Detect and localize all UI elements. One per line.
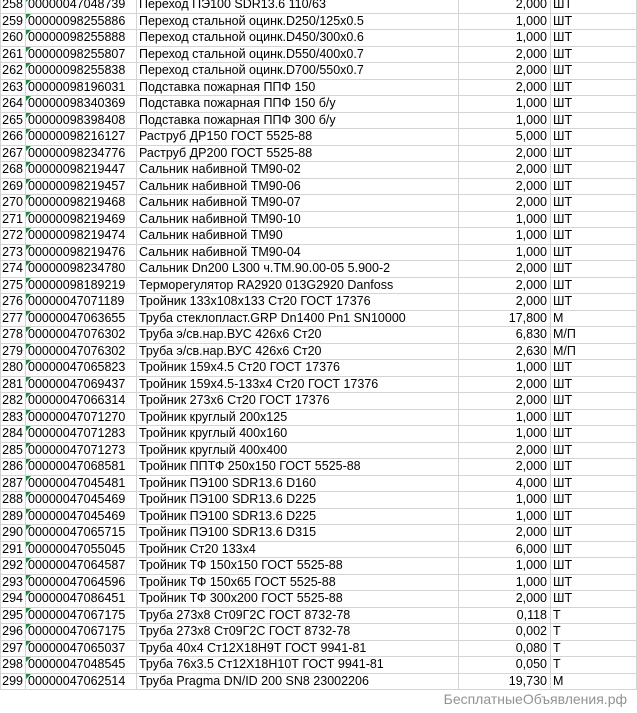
item-name-cell[interactable]: Подставка пожарная ППФ 150 (137, 79, 459, 96)
unit-cell[interactable]: М/П (551, 343, 637, 360)
unit-cell[interactable]: ШТ (551, 244, 637, 261)
item-code-cell[interactable]: 00000047067175 (26, 624, 137, 641)
row-number-cell[interactable]: 281 (1, 376, 26, 393)
unit-cell[interactable]: ШТ (551, 63, 637, 80)
unit-cell[interactable]: ШТ (551, 195, 637, 212)
quantity-cell[interactable]: 0,050 (459, 657, 551, 674)
item-code-cell[interactable]: 00000098255807 (26, 46, 137, 63)
item-code-cell[interactable]: 00000098234776 (26, 145, 137, 162)
item-code-cell[interactable]: 00000047076302 (26, 343, 137, 360)
row-number-cell[interactable]: 278 (1, 327, 26, 344)
row-number-cell[interactable]: 272 (1, 228, 26, 245)
item-name-cell[interactable]: Раструб ДР150 ГОСТ 5525-88 (137, 129, 459, 146)
table-row (1, 79, 637, 96)
item-name-cell[interactable]: Тройник Ст20 133х4 (137, 541, 459, 558)
item-code-cell[interactable]: 00000047064596 (26, 574, 137, 591)
item-code-cell[interactable]: 00000047048545 (26, 657, 137, 674)
row-number-cell[interactable]: 283 (1, 409, 26, 426)
quantity-cell[interactable]: 0,002 (459, 624, 551, 641)
unit-cell[interactable]: ШТ (551, 525, 637, 542)
item-code-cell[interactable]: 00000047045481 (26, 475, 137, 492)
item-name-cell[interactable]: Тройник ТФ 150х150 ГОСТ 5525-88 (137, 558, 459, 575)
unit-cell[interactable]: ШТ (551, 508, 637, 525)
quantity-cell[interactable]: 1,000 (459, 96, 551, 113)
item-name-cell[interactable]: Сальник набивной ТМ90 (137, 228, 459, 245)
item-code-cell[interactable]: 00000098255888 (26, 30, 137, 47)
unit-cell[interactable]: ШТ (551, 541, 637, 558)
table-row (1, 13, 637, 30)
table-row (1, 607, 637, 624)
item-name-cell[interactable]: Переход стальной оцинк.D250/125х0.5 (137, 13, 459, 30)
row-number-cell[interactable]: 264 (1, 96, 26, 113)
item-name-cell[interactable]: Тройник круглый 400х400 (137, 442, 459, 459)
row-number-cell[interactable]: 258 (1, 0, 26, 13)
table-row (1, 492, 637, 509)
unit-cell[interactable]: Т (551, 624, 637, 641)
item-code-cell[interactable]: 00000047045469 (26, 508, 137, 525)
unit-cell[interactable]: ШТ (551, 426, 637, 443)
item-code-cell[interactable]: 00000098340369 (26, 96, 137, 113)
item-code-cell[interactable]: 00000047076302 (26, 327, 137, 344)
row-number-cell[interactable]: 288 (1, 492, 26, 509)
table-row (1, 360, 637, 377)
item-name-cell[interactable]: Тройник ТФ 300х200 ГОСТ 5525-88 (137, 591, 459, 608)
row-number-cell[interactable]: 293 (1, 574, 26, 591)
item-name-cell[interactable]: Труба 40х4 Ст12Х18Н9Т ГОСТ 9941-81 (137, 640, 459, 657)
unit-cell[interactable]: ШТ (551, 79, 637, 96)
quantity-cell[interactable]: 1,000 (459, 228, 551, 245)
item-name-cell[interactable]: Сальник набивной ТМ90-10 (137, 211, 459, 228)
quantity-cell[interactable]: 2,000 (459, 46, 551, 63)
quantity-cell[interactable]: 2,630 (459, 343, 551, 360)
row-number-cell[interactable]: 269 (1, 178, 26, 195)
unit-cell[interactable]: ШТ (551, 277, 637, 294)
row-number-cell[interactable]: 263 (1, 79, 26, 96)
table-row (1, 343, 637, 360)
table-row (1, 129, 637, 146)
quantity-cell[interactable]: 2,000 (459, 459, 551, 476)
row-number-cell[interactable]: 285 (1, 442, 26, 459)
table-row (1, 624, 637, 641)
quantity-cell[interactable]: 2,000 (459, 0, 551, 13)
unit-cell[interactable]: ШТ (551, 112, 637, 129)
item-code-cell[interactable]: 00000047067175 (26, 607, 137, 624)
quantity-cell[interactable]: 0,080 (459, 640, 551, 657)
unit-cell[interactable]: ШТ (551, 492, 637, 509)
unit-cell[interactable]: ШТ (551, 393, 637, 410)
item-name-cell[interactable]: Труба э/св.нар.ВУС 426х6 Ст20 (137, 327, 459, 344)
item-name-cell[interactable]: Тройник ТФ 150х65 ГОСТ 5525-88 (137, 574, 459, 591)
item-name-cell[interactable]: Тройник 273х6 Ст20 ГОСТ 17376 (137, 393, 459, 410)
table-row (1, 0, 637, 13)
unit-cell[interactable]: М/П (551, 327, 637, 344)
table-row (1, 591, 637, 608)
quantity-cell[interactable]: 1,000 (459, 558, 551, 575)
table-row (1, 558, 637, 575)
item-name-cell[interactable]: Труба 76х3.5 Ст12Х18Н10Т ГОСТ 9941-81 (137, 657, 459, 674)
table-row (1, 541, 637, 558)
item-name-cell[interactable]: Переход ПЭ100 SDR13.6 110/63 (137, 0, 459, 13)
quantity-cell[interactable]: 1,000 (459, 508, 551, 525)
unit-cell[interactable]: ШТ (551, 96, 637, 113)
table-row (1, 640, 637, 657)
table-row (1, 459, 637, 476)
unit-cell[interactable]: ШТ (551, 0, 637, 13)
item-name-cell[interactable]: Труба 273х8 Ст09Г2С ГОСТ 8732-78 (137, 624, 459, 641)
row-number-cell[interactable]: 284 (1, 426, 26, 443)
unit-cell[interactable]: ШТ (551, 475, 637, 492)
unit-cell[interactable]: ШТ (551, 228, 637, 245)
quantity-cell[interactable]: 2,000 (459, 591, 551, 608)
quantity-cell[interactable]: 1,000 (459, 409, 551, 426)
table-row (1, 442, 637, 459)
table-row (1, 426, 637, 443)
item-code-cell[interactable]: 00000098219447 (26, 162, 137, 179)
item-code-cell[interactable]: 00000098216127 (26, 129, 137, 146)
unit-cell[interactable]: ШТ (551, 145, 637, 162)
unit-cell[interactable]: Т (551, 657, 637, 674)
row-number-cell[interactable]: 268 (1, 162, 26, 179)
row-number-cell[interactable]: 298 (1, 657, 26, 674)
quantity-cell[interactable]: 2,000 (459, 79, 551, 96)
item-code-cell[interactable]: 00000047071189 (26, 294, 137, 311)
quantity-cell[interactable]: 5,000 (459, 129, 551, 146)
row-number-cell[interactable]: 266 (1, 129, 26, 146)
item-code-cell[interactable]: 00000047063655 (26, 310, 137, 327)
table-row (1, 30, 637, 47)
item-name-cell[interactable]: Тройник 159х4.5-133х4 Ст20 ГОСТ 17376 (137, 376, 459, 393)
item-name-cell[interactable]: Переход стальной оцинк.D550/400х0.7 (137, 46, 459, 63)
unit-cell[interactable]: ШТ (551, 376, 637, 393)
item-code-cell[interactable]: 00000098219476 (26, 244, 137, 261)
item-code-cell[interactable]: 00000098255838 (26, 63, 137, 80)
table-row (1, 63, 637, 80)
item-name-cell[interactable]: Тройник круглый 200х125 (137, 409, 459, 426)
item-name-cell[interactable]: Переход стальной оцинк.D450/300х0.6 (137, 30, 459, 47)
quantity-cell[interactable]: 2,000 (459, 261, 551, 278)
table-row (1, 162, 637, 179)
quantity-cell[interactable]: 2,000 (459, 145, 551, 162)
table-row (1, 46, 637, 63)
grid-body (1, 0, 637, 690)
item-name-cell[interactable]: Сальник набивной ТМ90-06 (137, 178, 459, 195)
item-code-cell[interactable]: 00000047086451 (26, 591, 137, 608)
row-number-cell[interactable]: 277 (1, 310, 26, 327)
item-name-cell[interactable]: Труба 273х8 Ст09Г2С ГОСТ 8732-78 (137, 607, 459, 624)
row-number-cell[interactable]: 282 (1, 393, 26, 410)
quantity-cell[interactable]: 2,000 (459, 162, 551, 179)
table-row (1, 261, 637, 278)
item-name-cell[interactable]: Сальник Dn200 L300 ч.ТМ.90.00-05 5.900-2 (137, 261, 459, 278)
quantity-cell[interactable]: 2,000 (459, 63, 551, 80)
unit-cell[interactable]: ШТ (551, 30, 637, 47)
item-code-cell[interactable]: 00000047064587 (26, 558, 137, 575)
quantity-cell[interactable]: 1,000 (459, 244, 551, 261)
item-code-cell[interactable]: 00000098189219 (26, 277, 137, 294)
item-name-cell[interactable]: Тройник ПЭ100 SDR13.6 D225 (137, 492, 459, 509)
row-number-cell[interactable]: 259 (1, 13, 26, 30)
quantity-cell[interactable]: 1,000 (459, 13, 551, 30)
row-number-cell[interactable]: 260 (1, 30, 26, 47)
item-name-cell[interactable]: Переход стальной оцинк.D700/550х0.7 (137, 63, 459, 80)
item-code-cell[interactable]: 00000098255886 (26, 13, 137, 30)
quantity-cell[interactable]: 1,000 (459, 30, 551, 47)
row-number-cell[interactable]: 290 (1, 525, 26, 542)
unit-cell[interactable]: М (551, 673, 637, 690)
item-name-cell[interactable]: Труба стеклопласт.GRP Dn1400 Pn1 SN10000 (137, 310, 459, 327)
table-row (1, 673, 637, 690)
quantity-cell[interactable]: 4,000 (459, 475, 551, 492)
item-code-cell[interactable]: 00000098219457 (26, 178, 137, 195)
row-number-cell[interactable]: 294 (1, 591, 26, 608)
item-code-cell[interactable]: 00000098398408 (26, 112, 137, 129)
row-number-cell[interactable]: 276 (1, 294, 26, 311)
unit-cell[interactable]: Т (551, 607, 637, 624)
unit-cell[interactable]: ШТ (551, 178, 637, 195)
item-code-cell[interactable]: 00000047065823 (26, 360, 137, 377)
item-name-cell[interactable]: Тройник ПЭ100 SDR13.6 D225 (137, 508, 459, 525)
item-code-cell[interactable]: 00000098234780 (26, 261, 137, 278)
quantity-cell[interactable]: 1,000 (459, 211, 551, 228)
item-name-cell[interactable]: Тройник 133х108х133 Ст20 ГОСТ 17376 (137, 294, 459, 311)
unit-cell[interactable]: ШТ (551, 558, 637, 575)
item-code-cell[interactable]: 00000047066314 (26, 393, 137, 410)
row-number-cell[interactable]: 289 (1, 508, 26, 525)
item-name-cell[interactable]: Тройник ППТФ 250х150 ГОСТ 5525-88 (137, 459, 459, 476)
quantity-cell[interactable]: 6,000 (459, 541, 551, 558)
item-name-cell[interactable]: Подставка пожарная ППФ 150 б/у (137, 96, 459, 113)
row-number-cell[interactable]: 271 (1, 211, 26, 228)
quantity-cell[interactable]: 2,000 (459, 277, 551, 294)
quantity-cell[interactable]: 2,000 (459, 442, 551, 459)
item-name-cell[interactable]: Сальник набивной ТМ90-02 (137, 162, 459, 179)
item-name-cell[interactable]: Терморегулятор RA2920 013G2920 Danfoss (137, 277, 459, 294)
item-code-cell[interactable]: 00000047045469 (26, 492, 137, 509)
unit-cell[interactable]: М (551, 310, 637, 327)
table-row (1, 277, 637, 294)
table-row (1, 195, 637, 212)
table-row (1, 657, 637, 674)
item-name-cell[interactable]: Тройник ПЭ100 SDR13.6 D315 (137, 525, 459, 542)
item-code-cell[interactable]: 00000098219468 (26, 195, 137, 212)
quantity-cell[interactable]: 2,000 (459, 195, 551, 212)
item-name-cell[interactable]: Тройник 159х4.5 Ст20 ГОСТ 17376 (137, 360, 459, 377)
item-name-cell[interactable]: Раструб ДР200 ГОСТ 5525-88 (137, 145, 459, 162)
table-row (1, 409, 637, 426)
item-code-cell[interactable]: 00000047068581 (26, 459, 137, 476)
item-code-cell[interactable]: 00000098219474 (26, 228, 137, 245)
table-row (1, 96, 637, 113)
unit-cell[interactable]: ШТ (551, 261, 637, 278)
row-number-cell[interactable]: 274 (1, 261, 26, 278)
row-number-cell[interactable]: 296 (1, 624, 26, 641)
row-number-cell[interactable]: 295 (1, 607, 26, 624)
item-name-cell[interactable]: Сальник набивной ТМ90-04 (137, 244, 459, 261)
unit-cell[interactable]: ШТ (551, 211, 637, 228)
item-code-cell[interactable]: 00000047071283 (26, 426, 137, 443)
item-name-cell[interactable]: Труба э/св.нар.ВУС 426х6 Ст20 (137, 343, 459, 360)
table-row (1, 228, 637, 245)
quantity-cell[interactable]: 1,000 (459, 426, 551, 443)
row-number-cell[interactable]: 286 (1, 459, 26, 476)
quantity-cell[interactable]: 6,830 (459, 327, 551, 344)
table-row (1, 327, 637, 344)
quantity-cell[interactable]: 2,000 (459, 376, 551, 393)
quantity-cell[interactable]: 19,730 (459, 673, 551, 690)
item-code-cell[interactable]: 00000047055045 (26, 541, 137, 558)
quantity-cell[interactable]: 1,000 (459, 112, 551, 129)
item-code-cell[interactable]: 00000047071270 (26, 409, 137, 426)
quantity-cell[interactable]: 2,000 (459, 294, 551, 311)
item-code-cell[interactable]: 00000047065715 (26, 525, 137, 542)
row-number-cell[interactable]: 262 (1, 63, 26, 80)
row-number-cell[interactable]: 292 (1, 558, 26, 575)
unit-cell[interactable]: ШТ (551, 574, 637, 591)
row-number-cell[interactable]: 297 (1, 640, 26, 657)
table-row (1, 211, 637, 228)
row-number-cell[interactable]: 275 (1, 277, 26, 294)
item-code-cell[interactable]: 00000047071273 (26, 442, 137, 459)
unit-cell[interactable]: ШТ (551, 409, 637, 426)
unit-cell[interactable]: ШТ (551, 129, 637, 146)
table-row (1, 112, 637, 129)
quantity-cell[interactable]: 1,000 (459, 492, 551, 509)
row-number-cell[interactable]: 299 (1, 673, 26, 690)
unit-cell[interactable]: ШТ (551, 46, 637, 63)
table-row (1, 376, 637, 393)
unit-cell[interactable]: ШТ (551, 13, 637, 30)
item-code-cell[interactable]: 00000047062514 (26, 673, 137, 690)
quantity-cell[interactable]: 1,000 (459, 360, 551, 377)
item-code-cell[interactable]: 00000098196031 (26, 79, 137, 96)
quantity-cell[interactable]: 0,118 (459, 607, 551, 624)
table-row (1, 178, 637, 195)
quantity-cell[interactable]: 1,000 (459, 574, 551, 591)
row-number-cell[interactable]: 291 (1, 541, 26, 558)
quantity-cell[interactable]: 17,800 (459, 310, 551, 327)
item-name-cell[interactable]: Труба Pragma DN/ID 200 SN8 23002206 (137, 673, 459, 690)
table-row (1, 145, 637, 162)
item-name-cell[interactable]: Тройник ПЭ100 SDR13.6 D160 (137, 475, 459, 492)
row-number-cell[interactable]: 279 (1, 343, 26, 360)
row-number-cell[interactable]: 261 (1, 46, 26, 63)
unit-cell[interactable]: ШТ (551, 294, 637, 311)
row-number-cell[interactable]: 273 (1, 244, 26, 261)
unit-cell[interactable]: ШТ (551, 591, 637, 608)
unit-cell[interactable]: ШТ (551, 162, 637, 179)
unit-cell[interactable]: ШТ (551, 360, 637, 377)
item-code-cell[interactable]: 00000047048739 (26, 0, 137, 13)
row-number-cell[interactable]: 280 (1, 360, 26, 377)
item-code-cell[interactable]: 00000047065037 (26, 640, 137, 657)
table-row (1, 475, 637, 492)
table-row (1, 525, 637, 542)
unit-cell[interactable]: Т (551, 640, 637, 657)
row-number-cell[interactable]: 267 (1, 145, 26, 162)
table-row (1, 508, 637, 525)
watermark: БесплатныеОбъявления.рф (443, 691, 627, 707)
table-row (1, 393, 637, 410)
quantity-cell[interactable]: 2,000 (459, 525, 551, 542)
item-code-cell[interactable]: 00000098219469 (26, 211, 137, 228)
item-name-cell[interactable]: Тройник круглый 400х160 (137, 426, 459, 443)
quantity-cell[interactable]: 2,000 (459, 178, 551, 195)
table-row (1, 244, 637, 261)
item-name-cell[interactable]: Сальник набивной ТМ90-07 (137, 195, 459, 212)
unit-cell[interactable]: ШТ (551, 459, 637, 476)
unit-cell[interactable]: ШТ (551, 442, 637, 459)
row-number-cell[interactable]: 287 (1, 475, 26, 492)
quantity-cell[interactable]: 2,000 (459, 393, 551, 410)
row-number-cell[interactable]: 265 (1, 112, 26, 129)
table-row (1, 310, 637, 327)
table-row (1, 294, 637, 311)
table-row (1, 574, 637, 591)
row-number-cell[interactable]: 270 (1, 195, 26, 212)
item-name-cell[interactable]: Подставка пожарная ППФ 300 б/у (137, 112, 459, 129)
item-code-cell[interactable]: 00000047069437 (26, 376, 137, 393)
